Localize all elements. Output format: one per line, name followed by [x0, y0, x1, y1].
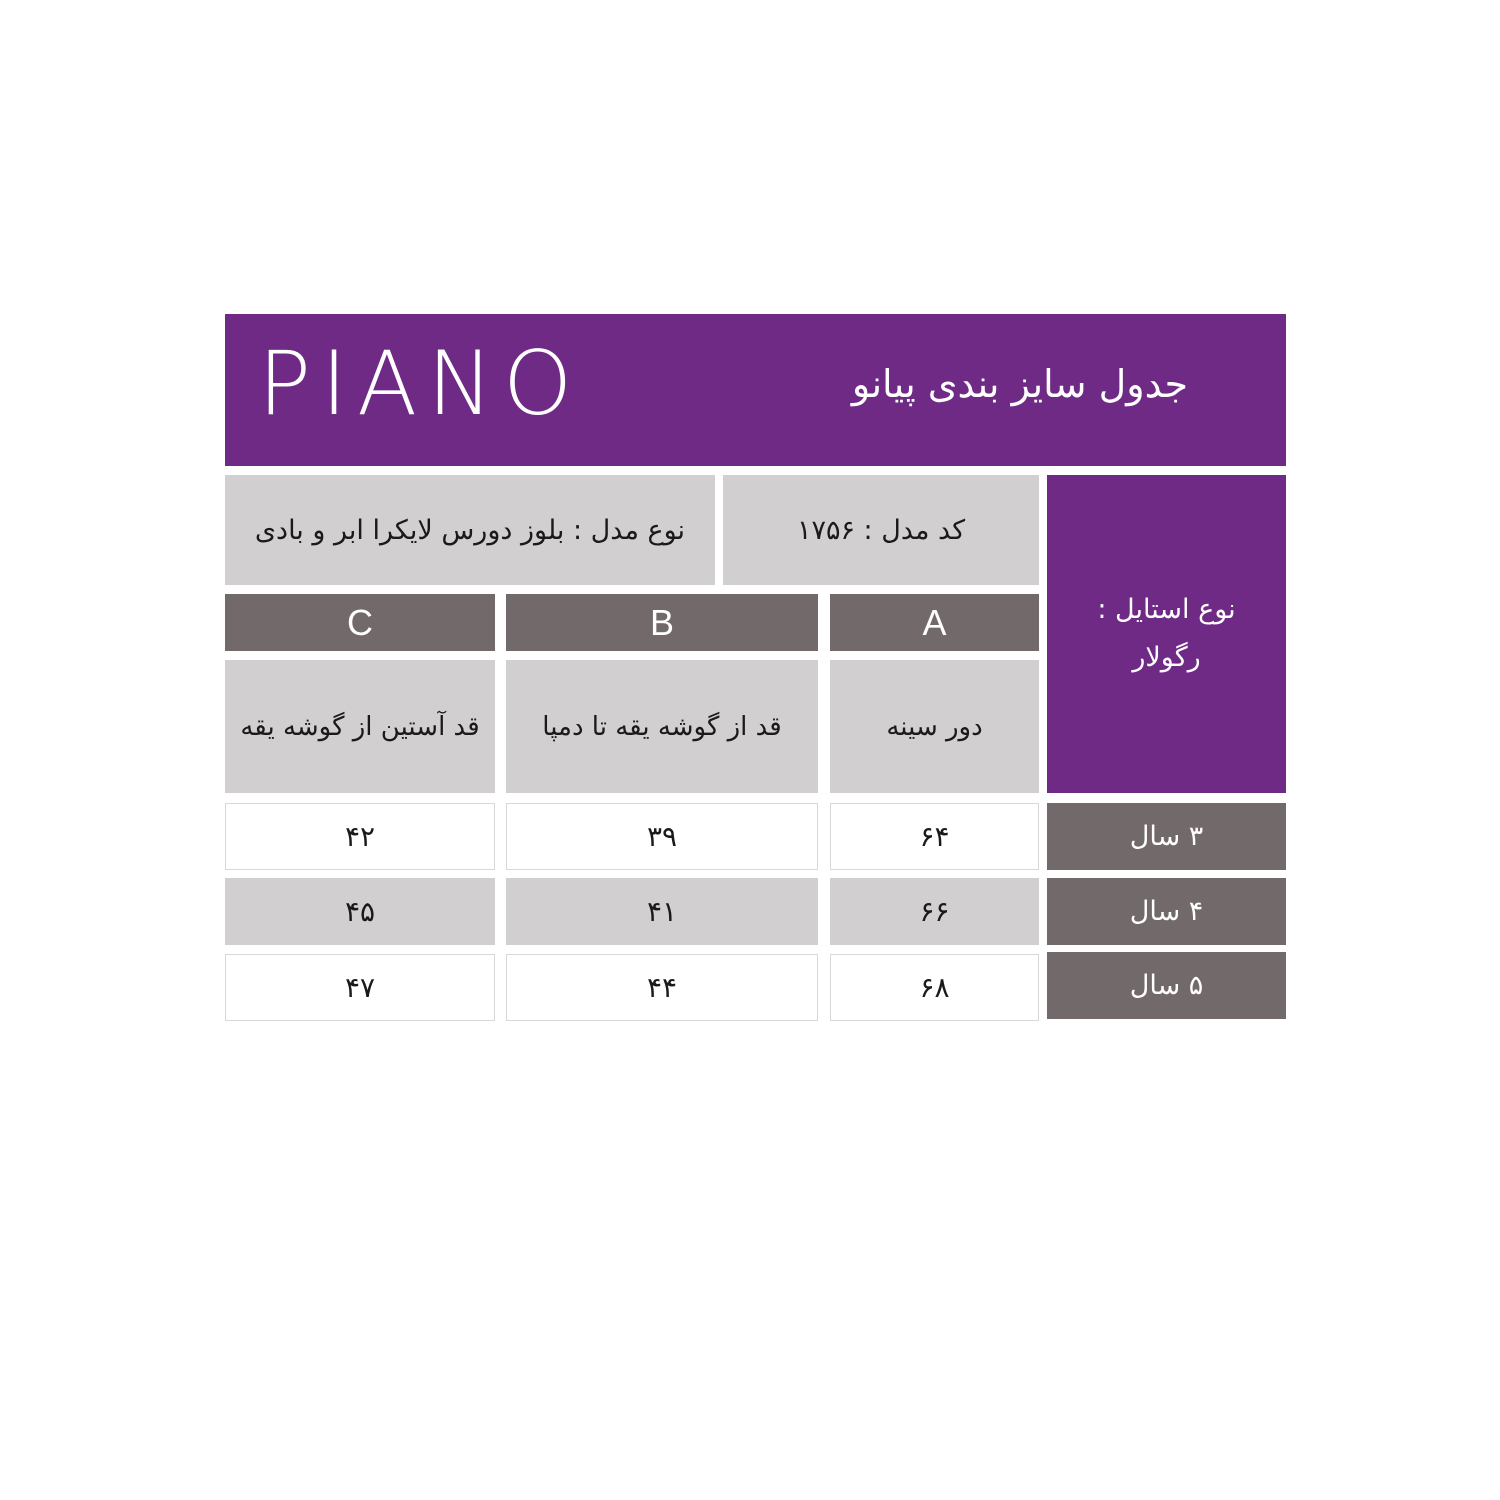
table-cell-row2-b: ۴۱ — [506, 878, 818, 945]
model-code: کد مدل : ۱۷۵۶ — [723, 475, 1039, 585]
brand-logo: PIANO — [258, 332, 583, 435]
column-letter-c: C — [225, 594, 495, 651]
table-cell-row2-a: ۶۶ — [830, 878, 1039, 945]
column-name-c: قد آستین از گوشه یقه — [225, 660, 495, 793]
row-age-4: ۴ سال — [1047, 878, 1286, 945]
table-cell-row3-c: ۴۷ — [225, 954, 495, 1021]
table-cell-row1-c: ۴۲ — [225, 803, 495, 870]
row-age-5: ۵ سال — [1047, 952, 1286, 1019]
table-cell-row3-b: ۴۴ — [506, 954, 818, 1021]
table-cell-row1-a: ۶۴ — [830, 803, 1039, 870]
column-letter-b: B — [506, 594, 818, 651]
style-box — [1047, 475, 1286, 793]
table-cell-row2-c: ۴۵ — [225, 878, 495, 945]
column-name-b: قد از گوشه یقه تا دمپا — [506, 660, 818, 793]
page-title: جدول سایز بندی پیانو — [851, 362, 1188, 406]
style-value: رگولار — [1132, 642, 1201, 673]
style-label: نوع استایل : — [1097, 594, 1236, 625]
column-letter-a: A — [830, 594, 1039, 651]
table-cell-row1-b: ۳۹ — [506, 803, 818, 870]
column-name-a: دور سینه — [830, 660, 1039, 793]
table-cell-row3-a: ۶۸ — [830, 954, 1039, 1021]
row-age-3: ۳ سال — [1047, 803, 1286, 870]
model-type: نوع مدل : بلوز دورس لایکرا ابر و بادی — [225, 475, 715, 585]
